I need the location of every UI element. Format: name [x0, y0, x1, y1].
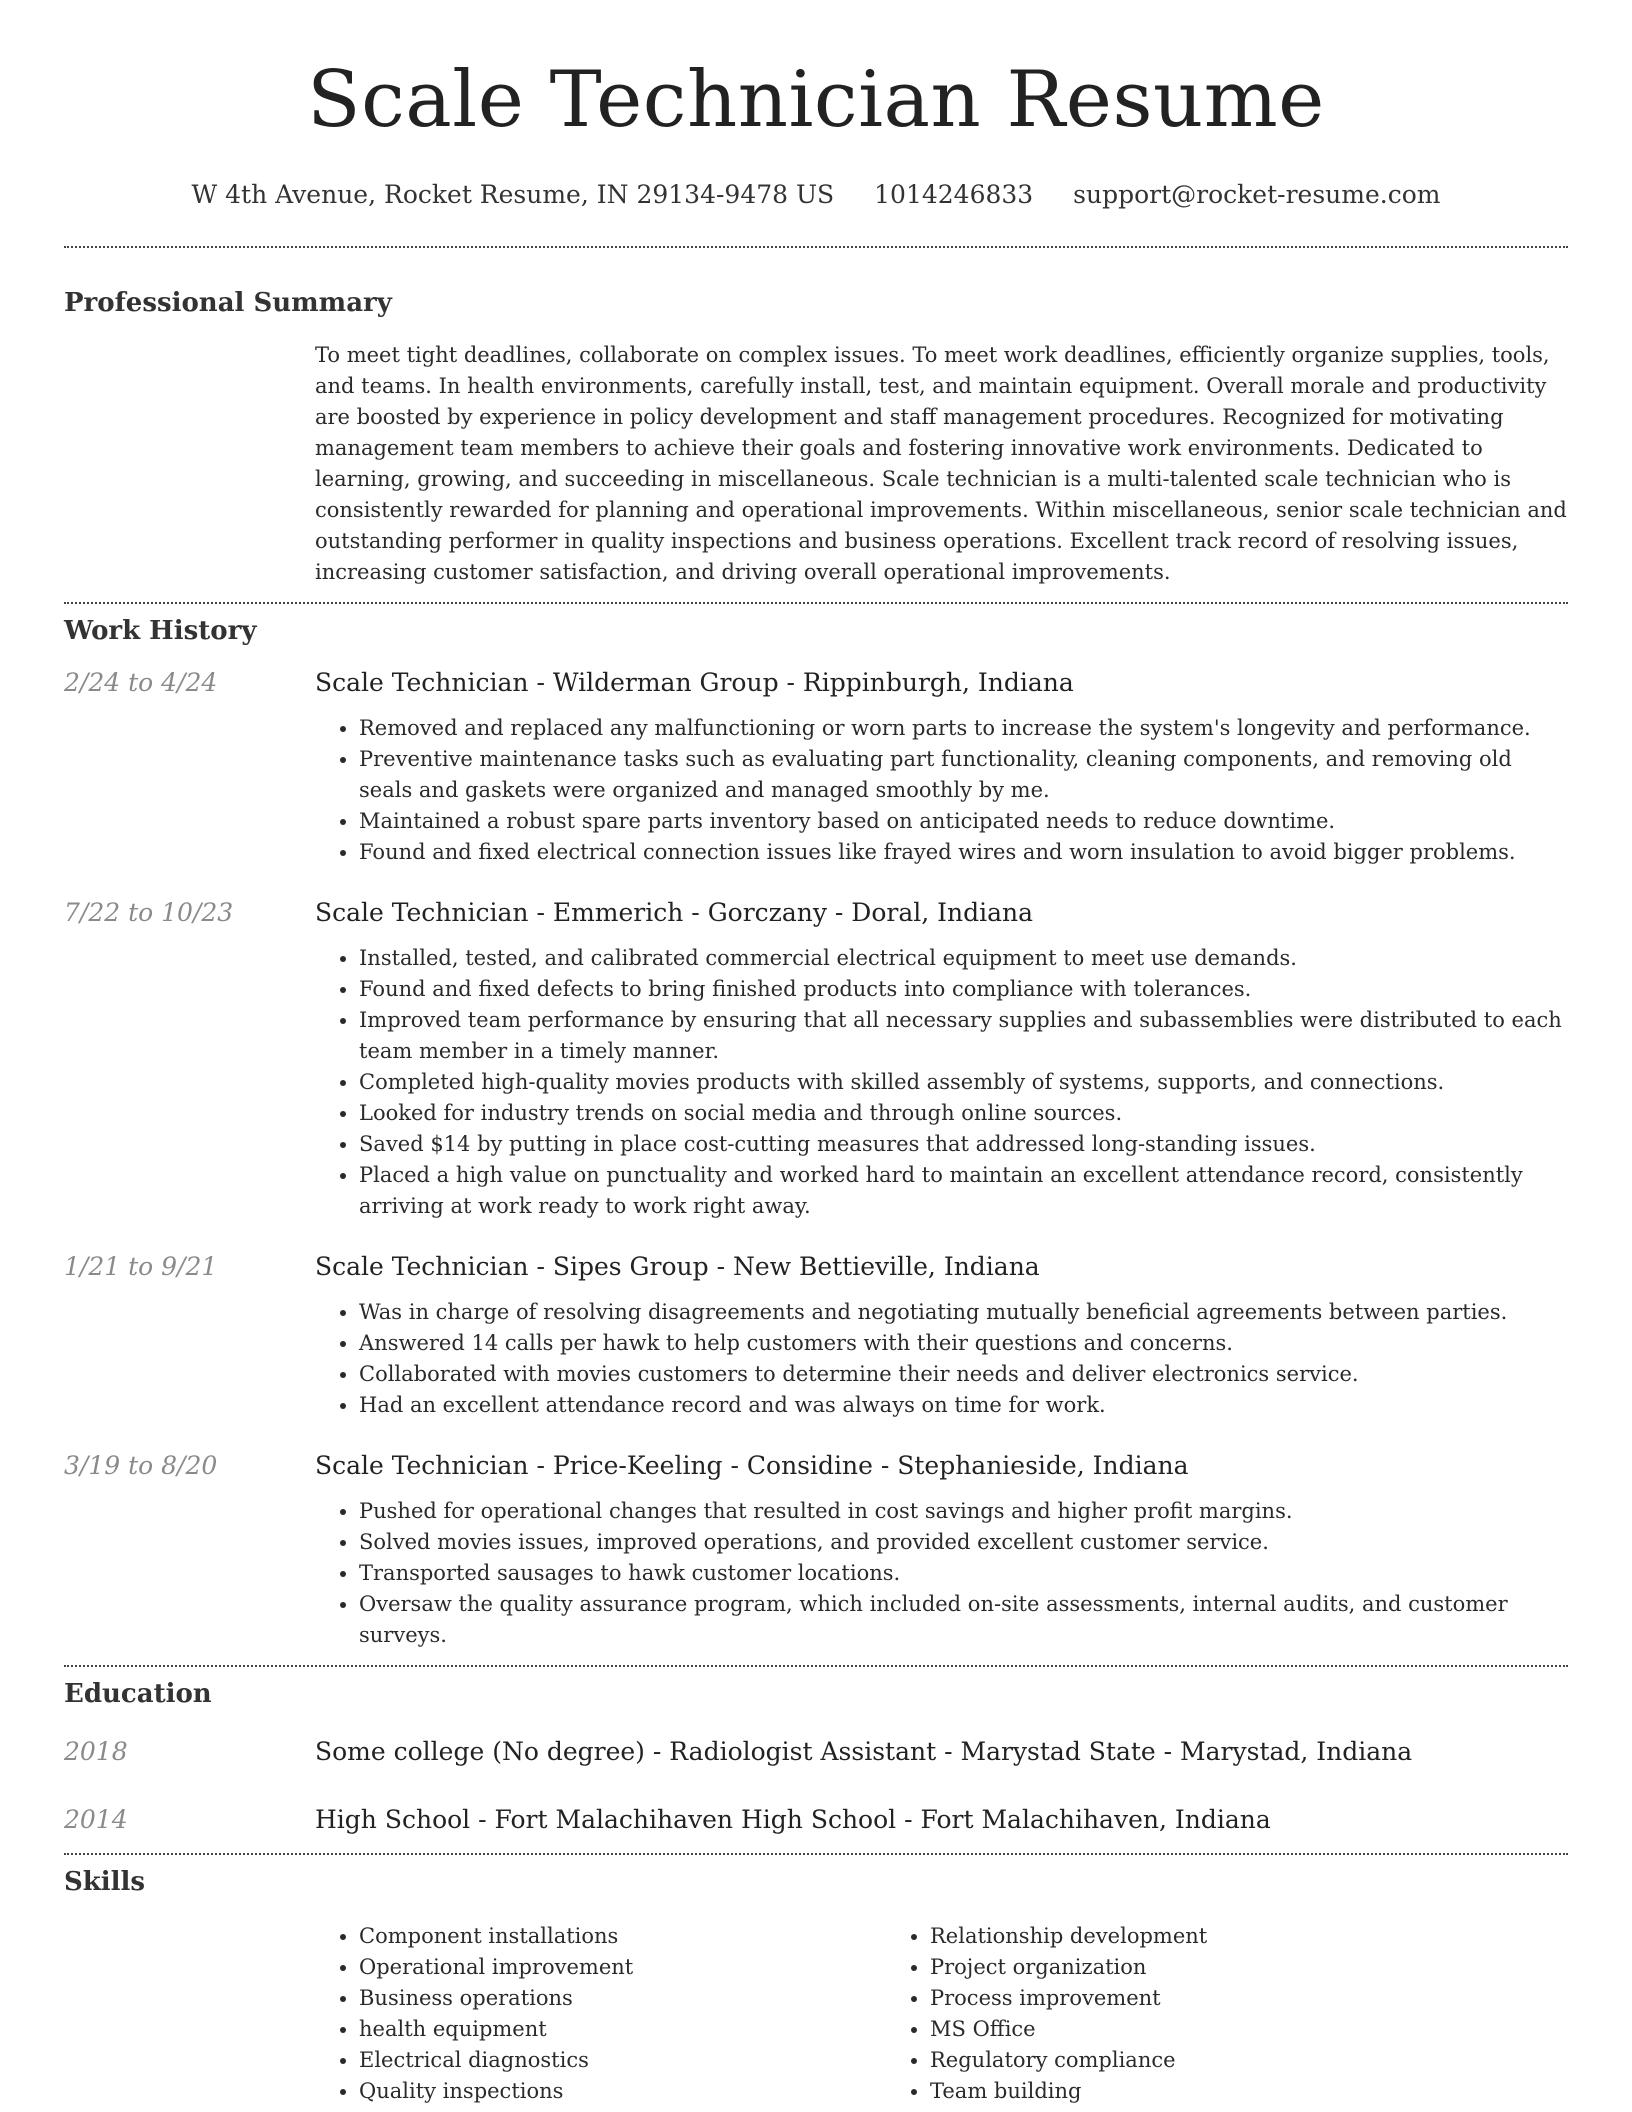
- contact-email: support@rocket-resume.com: [1073, 180, 1441, 209]
- summary-section: [64, 286, 1568, 588]
- list-item: • Saved $14 by putting in place cost-cutting measures that addressed long-standing issues.: [359, 1129, 1568, 1160]
- list-item: • Pushed for operational changes that resulted in cost savings and higher profit margins.: [359, 1496, 1568, 1527]
- job-header: [64, 1449, 1568, 1483]
- list-item: • Transported sausages to hawk customer locations.: [359, 1558, 1568, 1589]
- contact-line: [64, 178, 1568, 212]
- list-item: • Component installations: [359, 1921, 886, 1952]
- job-dates: 3/19 to 8/20: [64, 1451, 218, 1480]
- job-dates: 1/21 to 9/21: [64, 1252, 218, 1281]
- section-title-summary: Professional Summary: [64, 288, 392, 318]
- list-item: • Oversaw the quality assurance program, which included on-site assessments, internal audits, and customer surveys.: [359, 1589, 1568, 1651]
- job-entry: [64, 896, 1568, 1222]
- list-item: • Solved movies issues, improved operations, and provided excellent customer service.: [359, 1527, 1568, 1558]
- list-item: • Project organization: [930, 1952, 1457, 1983]
- job-title: Scale Technician - Wilderman Group - Rippinburgh, Indiana: [315, 668, 1074, 697]
- contact-address: W 4th Avenue, Rocket Resume, IN 29134-9478 US: [191, 180, 835, 209]
- section-divider: [64, 602, 1568, 604]
- job-dates: 2/24 to 4/24: [64, 668, 218, 697]
- skills-list-left: [315, 1921, 886, 2107]
- job-dates: 7/22 to 10/23: [64, 898, 234, 927]
- job-bullets: [315, 1496, 1568, 1651]
- list-item: • Found and fixed electrical connection issues like frayed wires and worn insulation to avoid bigger problems.: [359, 837, 1568, 868]
- list-item: • Team building: [930, 2076, 1457, 2107]
- section-title-education: Education: [64, 1679, 212, 1709]
- summary-body: [315, 340, 1568, 588]
- job-body: [315, 1297, 1568, 1421]
- section-title-skills: Skills: [64, 1867, 146, 1897]
- job-title: Scale Technician - Sipes Group - New Bettieville, Indiana: [315, 1252, 1040, 1281]
- job-header: [64, 666, 1568, 700]
- job-body: [315, 713, 1568, 868]
- list-item: • health equipment: [359, 2014, 886, 2045]
- list-item: • Collaborated with movies customers to determine their needs and deliver electronics service.: [359, 1359, 1568, 1390]
- section-divider: [64, 246, 1568, 248]
- education-entry: [64, 1735, 1568, 1769]
- job-body: [315, 1496, 1568, 1651]
- list-item: • Answered 14 calls per hawk to help customers with their questions and concerns.: [359, 1328, 1568, 1359]
- list-item: • Operational improvement: [359, 1952, 886, 1983]
- summary-text: To meet tight deadlines, collaborate on complex issues. To meet work deadlines, efficiently organize supplies, tools, and teams. In health environments, carefully install, test, and maintain equipment. Overall morale and productivity are boosted by experience in policy development and staff management procedures. Recognized for motivating management team members to achieve their goals and fostering innovative work environments. Dedicated to learning, growing, and succeeding in miscellaneous. Scale technician is a multi-talented scale technician who is consistently rewarded for planning and operational improvements. Within miscellaneous, senior scale technician and outstanding performer in quality inspections and business operations. Excellent track record of resolving issues, increasing customer satisfaction, and driving overall operational improvements.: [315, 343, 1567, 584]
- list-item: • Placed a high value on punctuality and worked hard to maintain an excellent attendance record, consistently arriving at work ready to work right away.: [359, 1160, 1568, 1222]
- skills-section: [64, 1865, 1568, 2107]
- work-section: [64, 614, 1568, 1651]
- skills-list-right: [886, 1921, 1457, 2107]
- list-item: • Had an excellent attendance record and was always on time for work.: [359, 1390, 1568, 1421]
- job-body: [315, 943, 1568, 1222]
- job-bullets: [315, 1297, 1568, 1421]
- job-title: Scale Technician - Price-Keeling - Considine - Stephanieside, Indiana: [315, 1451, 1189, 1480]
- education-year: 2018: [64, 1737, 128, 1766]
- list-item: • Completed high-quality movies products with skilled assembly of systems, supports, and connections.: [359, 1067, 1568, 1098]
- job-bullets: [315, 943, 1568, 1222]
- education-year: 2014: [64, 1805, 128, 1834]
- list-item: • Looked for industry trends on social media and through online sources.: [359, 1098, 1568, 1129]
- education-entry: [64, 1803, 1568, 1837]
- job-entry: [64, 1250, 1568, 1421]
- list-item: • Relationship development: [930, 1921, 1457, 1952]
- list-item: • Quality inspections: [359, 2076, 886, 2107]
- job-entry: [64, 1449, 1568, 1651]
- list-item: • Regulatory compliance: [930, 2045, 1457, 2076]
- list-item: • MS Office: [930, 2014, 1457, 2045]
- list-item: • Found and fixed defects to bring finished products into compliance with tolerances.: [359, 974, 1568, 1005]
- list-item: • Preventive maintenance tasks such as evaluating part functionality, cleaning components, and removing old seals and gaskets were organized and managed smoothly by me.: [359, 744, 1568, 806]
- skills-columns: [315, 1921, 1568, 2107]
- job-title: Scale Technician - Emmerich - Gorczany - Doral, Indiana: [315, 898, 1034, 927]
- job-bullets: [315, 713, 1568, 868]
- list-item: • Maintained a robust spare parts inventory based on anticipated needs to reduce downtime.: [359, 806, 1568, 837]
- resume-title: Scale Technician Resume: [307, 55, 1325, 145]
- resume-page: [64, 0, 1568, 2107]
- list-item: • Installed, tested, and calibrated commercial electrical equipment to meet use demands.: [359, 943, 1568, 974]
- job-entry: [64, 666, 1568, 868]
- list-item: • Electrical diagnostics: [359, 2045, 886, 2076]
- list-item: • Removed and replaced any malfunctioning or worn parts to increase the system's longevity and performance.: [359, 713, 1568, 744]
- job-header: [64, 896, 1568, 930]
- contact-phone: 1014246833: [874, 180, 1034, 209]
- section-divider: [64, 1665, 1568, 1667]
- education-text: High School - Fort Malachihaven High School - Fort Malachihaven, Indiana: [315, 1805, 1271, 1834]
- list-item: • Business operations: [359, 1983, 886, 2014]
- list-item: • Was in charge of resolving disagreements and negotiating mutually beneficial agreements between parties.: [359, 1297, 1568, 1328]
- education-section: [64, 1677, 1568, 1837]
- list-item: • Improved team performance by ensuring that all necessary supplies and subassemblies were distributed to each team member in a timely manner.: [359, 1005, 1568, 1067]
- section-title-work: Work History: [64, 616, 257, 646]
- list-item: • Process improvement: [930, 1983, 1457, 2014]
- job-header: [64, 1250, 1568, 1284]
- education-text: Some college (No degree) - Radiologist Assistant - Marystad State - Marystad, Indiana: [315, 1737, 1413, 1766]
- section-divider: [64, 1853, 1568, 1855]
